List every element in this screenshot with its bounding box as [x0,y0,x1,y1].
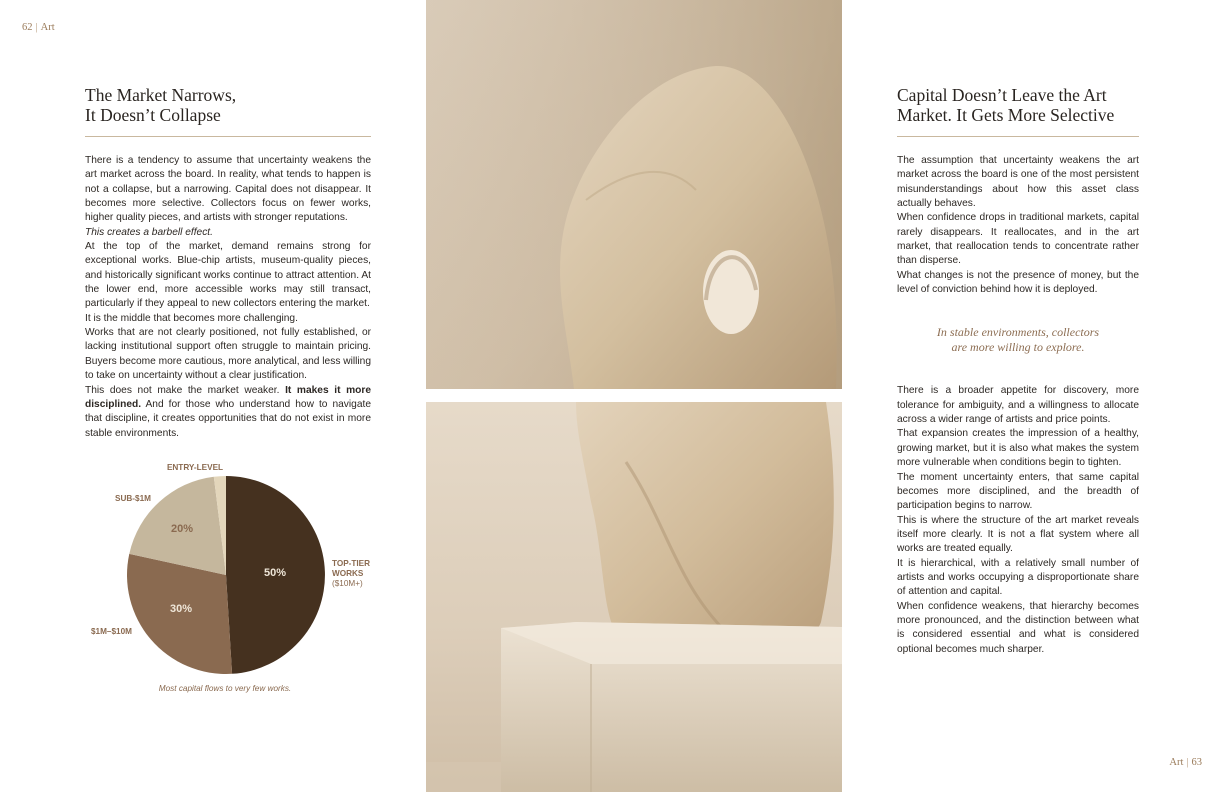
article-body-continued [897,384,1139,657]
left-article [85,85,371,441]
paragraph: That expansion creates the impression of a healthy, growing market, but it is also what makes the system more vulnerable when conditions begin to tighten. [897,428,1139,469]
pull-quote [897,325,1139,354]
paragraph: This is where the structure of the art market reveals itself more clearly. It is not a flat system where all works are treated equally. [897,514,1139,555]
title-line: Market. It Gets More Selective [897,105,1115,125]
slice-value-label: 20% [170,523,194,535]
top-tier-label-line2: WORKS [332,569,364,578]
quote-line: In stable environments, collectors [936,325,1100,340]
title-line: Capital Doesn’t Leave the Art [897,85,1107,105]
article-title [897,85,1139,125]
text-run: This does not make the market weaker. [85,384,286,396]
right-article [897,85,1139,657]
pie-slices [127,476,325,674]
mid-tier-label: $1M–$10M [91,627,132,636]
quote-line: are more willing to explore. [951,339,1085,354]
article-title [85,85,371,125]
title-divider [85,136,371,137]
slice-value-label: 30% [169,603,193,615]
chart-caption: Most capital flows to very few works. [158,684,292,693]
paragraph [85,384,371,441]
section-name: Art [40,22,55,33]
paragraph: There is a broader appetite for discovery, more tolerance for ambiguity, and a willingness to allocate across a wider range of artists and price points. [897,385,1139,426]
paragraph: At the top of the market, demand remains strong for exceptional works. Blue-chip artists, museum-quality pieces, and historically significant works continue to attract attention. At the lower end, more accessible works may still transact, particularly if they appeal to new collectors entering the market. [85,241,371,310]
paragraph: The assumption that uncertainty weakens the art market across the board is one of the most persistent misunderstandings about how this asset class actually behaves. [897,155,1139,210]
title-line: It Doesn’t Collapse [85,105,221,125]
pie-chart-svg [85,455,385,700]
paragraph: There is a tendency to assume that uncertainty weakens the art market across the board. In reality, what tends to happen is not a collapse, but a narrowing. Capital does not disappear. It becomes more selective. Collectors focus on fewer works, higher quality pieces, and artists with stronger reputations. [85,155,371,224]
title-line: The Market Narrows, [85,85,237,105]
top-tier-label-line3: ($10M+) [332,579,363,588]
article-body [85,154,371,441]
pie-chart [85,455,385,700]
slice-value-label: 50% [263,567,287,579]
paragraph: What changes is not the presence of money, but the level of conviction behind how it is deployed. [897,269,1139,296]
title-divider [897,136,1139,137]
paragraph: Works that are not clearly positioned, not fully established, or lacking institutional support often struggle to maintain pricing. Buyers become more cautious, more analytical, and less willing to take on uncertainty without a clear justification. [85,327,371,382]
paragraph: When confidence weakens, that hierarchy becomes more pronounced, and the distinction between what is considered essential and what is considered optional becomes much sharper. [897,600,1139,655]
paragraph: It is the middle that becomes more challenging. [85,312,298,324]
article-body [897,154,1139,297]
page-folio-left: 62 | Art [22,22,55,33]
sub-1m-label: SUB-$1M [115,494,151,503]
page-number: 63 [1191,757,1202,768]
text-run: And for those who understand how to navigate that discipline, it creates opportunities that do not exist in more stable environments. [85,398,371,439]
section-name: Art [1169,757,1184,768]
sculpture-photo-bottom [426,402,842,792]
entry-level-label: ENTRY-LEVEL [166,463,224,472]
top-tier-label-line1: TOP-TIER [332,559,371,568]
paragraph: It is hierarchical, with a relatively small number of artists and works occupying a disproportionate share of attention and capital. [897,557,1139,598]
sculpture-illustration-bottom [426,402,842,792]
bold-text: It makes it more disciplined. [85,384,371,410]
sculpture-photo-top [426,0,842,389]
paragraph: When confidence drops in traditional markets, capital rarely disappears. It reallocates, and in the art market, that reallocation tends to concentrate rather than disperse. [897,212,1139,267]
page-number: 62 [22,22,33,33]
sculpture-illustration-top [426,0,842,389]
paragraph: The moment uncertainty enters, that same capital becomes more disciplined, and the breadth of participation begins to narrow. [897,471,1139,512]
paragraph-italic: This creates a barbell effect. [85,226,213,238]
page-folio-right: Art | 63 [1169,757,1202,768]
